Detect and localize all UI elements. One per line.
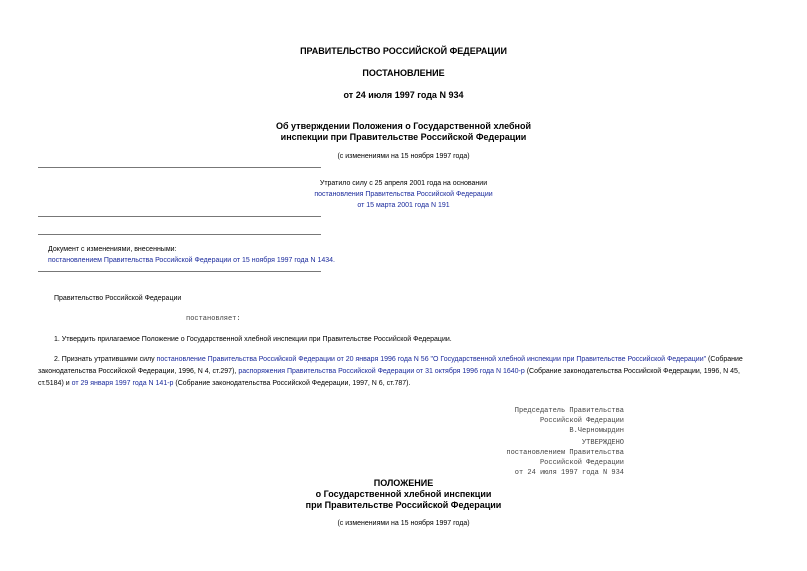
signature-line: Российской Федерации: [539, 417, 624, 425]
item-2-line-3: [38, 378, 758, 390]
approved-line: постановлением Правительства: [506, 449, 624, 457]
approved-line: УТВЕРЖДЕНО: [581, 439, 624, 447]
item-1: 1. Утвердить прилагаемое Положение о Государственной хлебной инспекции при Правительстве Российской Федерации.: [54, 336, 452, 343]
expired-link-line-1[interactable]: постановления Правительства Российской Федерации: [314, 191, 493, 198]
item-2: [38, 354, 758, 390]
expired-text: Утратило силу с 25 апреля 2001 года на основании: [319, 180, 488, 187]
document-title-line-1: Об утверждении Положения о Государственной хлебной: [276, 121, 531, 131]
decrees-word: постановляет:: [186, 315, 241, 323]
document-date: от 24 июля 1997 года N 934: [343, 90, 464, 100]
item-2-link-1[interactable]: постановление Правительства Российской Федерации от 20 января 1996 года N 56 "О Государственной хлебной инспекции при Правительстве Российской Федерации": [156, 356, 707, 363]
document-title-line-2: инспекции при Правительстве Российской Федерации: [280, 132, 527, 142]
item-2-text: (Собрание: [706, 356, 743, 363]
item-2-text: законодательства Российской Федерации, 1996, N 4, ст.297),: [38, 368, 237, 375]
divider: [38, 216, 321, 217]
regulation-title: ПОЛОЖЕНИЕ: [373, 478, 434, 488]
signature-line: Председатель Правительства: [514, 407, 624, 415]
item-2-text: 2. Признать утратившими силу: [54, 356, 155, 363]
divider: [38, 167, 321, 168]
item-2-text: (Собрание законодательства Российской Федерации, 1996, N 45,: [524, 368, 740, 375]
item-2-text: (Собрание законодательства Российской Федерации, 1997, N 6, ст.787).: [173, 380, 411, 387]
approved-line: от 24 июля 1997 года N 934: [514, 469, 624, 477]
item-2-line-1: [38, 354, 758, 366]
divider: [38, 234, 321, 235]
amended-note: (с изменениями на 15 ноября 1997 года): [337, 153, 470, 160]
item-2-text: ст.5184) и: [38, 380, 70, 387]
regulation-title-line-3: при Правительстве Российской Федерации: [305, 500, 502, 510]
expired-link-line-2[interactable]: от 15 марта 2001 года N 191: [357, 202, 450, 209]
changes-text: Документ с изменениями, внесенными:: [48, 246, 177, 253]
signature-line: В.Черномырдин: [569, 427, 624, 435]
item-2-link-3[interactable]: от 29 января 1997 года N 141-р: [71, 380, 174, 387]
government-subject: Правительство Российской Федерации: [54, 295, 182, 302]
divider: [38, 271, 321, 272]
approved-line: Российской Федерации: [539, 459, 624, 467]
changes-link[interactable]: постановлением Правительства Российской Федерации от 15 ноября 1997 года N 1434.: [48, 257, 335, 264]
government-heading: ПРАВИТЕЛЬСТВО РОССИЙСКОЙ ФЕДЕРАЦИИ: [300, 46, 507, 56]
document-type: ПОСТАНОВЛЕНИЕ: [362, 68, 445, 78]
regulation-title-line-2: о Государственной хлебной инспекции: [315, 489, 492, 499]
regulation-amended-note: (с изменениями на 15 ноября 1997 года): [337, 520, 470, 527]
approved-block: [424, 438, 624, 478]
signature-block: [424, 406, 624, 436]
item-2-link-2[interactable]: распоряжения Правительства Российской Федерации от 31 октября 1996 года N 1640-р: [238, 368, 525, 375]
item-2-line-2: [38, 366, 758, 378]
